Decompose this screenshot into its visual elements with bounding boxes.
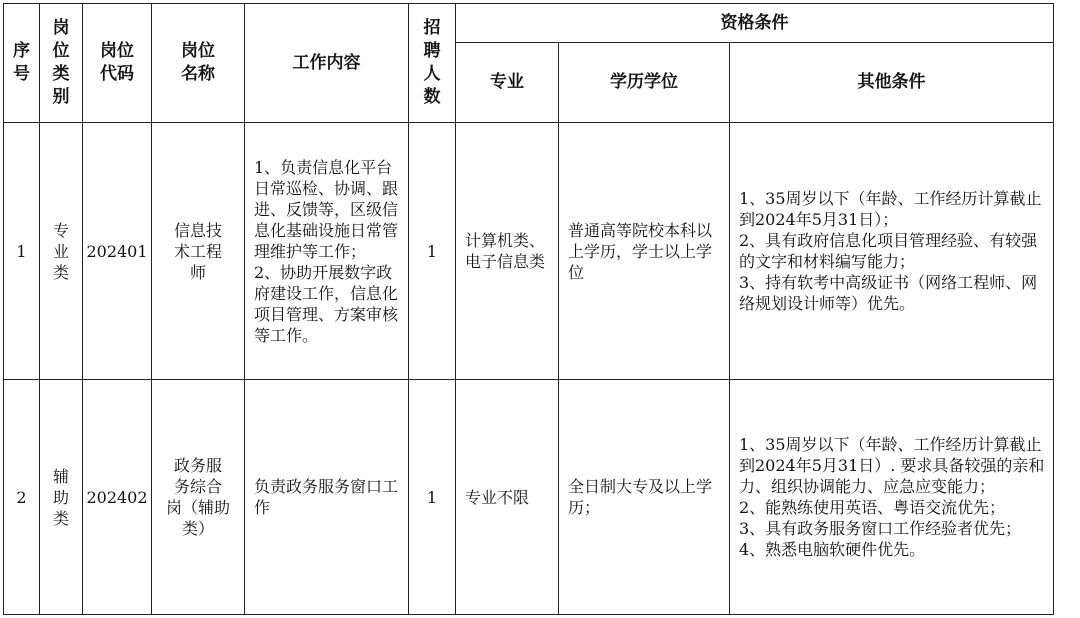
row-count: 1 (409, 380, 456, 615)
row-education: 全日制大专及以上学历； (559, 380, 730, 615)
header-content: 工作内容 (245, 4, 409, 123)
header-count: 招 聘 人 数 (409, 4, 456, 123)
row-seq: 1 (4, 123, 40, 380)
header-major: 专业 (456, 43, 559, 123)
recruitment-table (3, 3, 1054, 615)
row-code: 202402 (83, 380, 152, 615)
table-row (4, 123, 1054, 380)
header-qualifications: 资格条件 (456, 4, 1054, 43)
header-code: 岗位 代码 (83, 4, 152, 123)
row-category: 专 业 类 (40, 123, 83, 380)
row-education: 普通高等院校本科以上学历，学士以上学位 (559, 123, 730, 380)
header-seq: 序 号 (4, 4, 40, 123)
row-other: 1、35周岁以下（年龄、工作经历计算截止到2024年5月31日）. 要求具备较强的亲和力、组织协调能力、应急应变能力； 2、能熟练使用英语、粤语交流优先； 3、具有政务服务窗口工作经验者优先； 4、熟悉电脑软硬件优先。 (730, 380, 1054, 615)
row-content: 1、负责信息化平台日常巡检、协调、跟进、反馈等，区级信息化基础设施日常管理维护等工作； 2、协助开展数字政府建设工作，信息化项目管理、方案审核等工作。 (245, 123, 409, 380)
header-row-1 (4, 4, 1054, 43)
header-name: 岗位 名称 (152, 4, 245, 123)
row-seq: 2 (4, 380, 40, 615)
row-major: 专业不限 (456, 380, 559, 615)
row-name: 信息技 术工程 师 (152, 123, 245, 380)
table-row (4, 380, 1054, 615)
row-major: 计算机类、电子信息类 (456, 123, 559, 380)
header-education: 学历学位 (559, 43, 730, 123)
row-category: 辅 助 类 (40, 380, 83, 615)
row-other: 1、35周岁以下（年龄、工作经历计算截止到2024年5月31日）； 2、具有政府信息化项目管理经验、有较强的文字和材料编写能力； 3、持有软考中高级证书（网络工程师、网络规划设计师等）优先。 (730, 123, 1054, 380)
row-name: 政务服 务综合 岗（辅助 类） (152, 380, 245, 615)
row-count: 1 (409, 123, 456, 380)
header-other: 其他条件 (730, 43, 1054, 123)
row-code: 202401 (83, 123, 152, 380)
header-category: 岗 位 类 别 (40, 4, 83, 123)
row-content: 负责政务服务窗口工作 (245, 380, 409, 615)
